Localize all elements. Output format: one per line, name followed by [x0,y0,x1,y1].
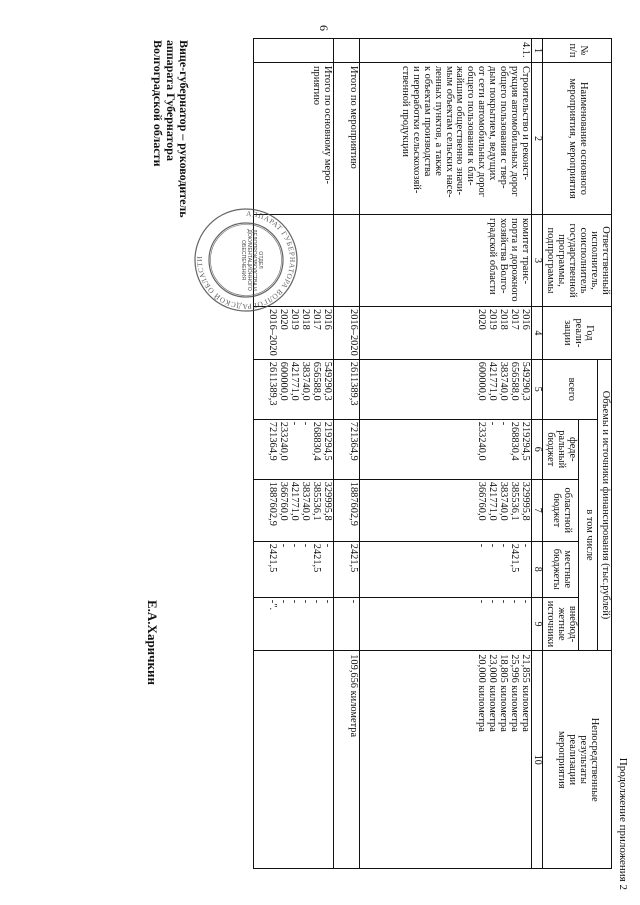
col-number: 7 [531,479,543,541]
row-federal: 219294,5 268830,4 - - 233240,0 721364,9 [253,419,333,479]
row-extra: - - - - - -". [253,597,333,650]
row-years: 2016–2020 [333,307,359,360]
header-results: Непосредственные результаты реализации мероприятия [543,651,612,869]
seal-inner [228,228,262,292]
row-executor: комитет транс- порта и дорожного хозяйства Волго- градской области [359,215,531,307]
financing-table [253,38,612,869]
table-row [333,39,359,869]
seal-inner-text: ОТДЕЛ ДЕЛОПРОИЗВОДСТВА И ДОКУМЕНТАЦИОННОГО ОБЕСПЕЧЕНИЯ [239,229,263,291]
col-number: 5 [531,359,543,419]
col-number: 9 [531,597,543,650]
row-federal: 219294,5 268830,4 - - 233240,0 [359,419,531,479]
row-years: 2016 2017 2018 2019 2020 2016–2020 [253,307,333,360]
header-executor: Ответственный исполнитель, соисполнитель государственной программы, подпрограммы [543,215,612,307]
row-extra: - [333,597,359,650]
header-num: № п/п [543,39,612,63]
row-number [253,39,333,63]
table-row [253,39,333,869]
row-regional: 329995,8 385536,1 383740,0 421771,0 366760,0 1887602,9 [253,479,333,541]
row-number: 4.1. [359,39,531,63]
row-executor [333,215,359,307]
col-number: 2 [531,63,543,215]
table-row [359,39,531,869]
header-in-that: в том числе [579,419,598,650]
row-number [333,39,359,63]
row-total: 2611389,3 [333,359,359,419]
row-extra: - - - - - [359,597,531,650]
row-name: Итого по основному меро- приятию [253,63,333,215]
row-federal: 721364,9 [333,419,359,479]
header-volumes: Объемы и источники финансирования (тыс.рублей) [598,359,612,650]
header-federal: феде- ральный бюджет [543,419,579,479]
col-number: 3 [531,215,543,307]
col-number: 6 [531,419,543,479]
header-local: местные бюджеты [543,541,579,597]
row-name: Итого по мероприятию [333,63,359,215]
row-local: 2421,5 [333,541,359,597]
row-years: 2016 2017 2018 2019 2020 [359,307,531,360]
row-total: 549290,3 656588,0 383740,0 421771,0 600000,0 2611389,3 [253,359,333,419]
row-regional: 1887602,9 [333,479,359,541]
column-number-row [531,39,543,869]
col-number: 4 [531,307,543,360]
seal-outer-text-path: АППАРАТ ГУБЕРНАТОРА ВОЛГОГРАДСКОЙ ОБЛАСТИ [194,208,298,312]
header-name: Наименование основного мероприятия, мероприятия [543,63,612,215]
rotated-document-sheet [10,10,630,895]
row-regional: 329995,8 385536,1 383740,0 421771,0 366760,0 [359,479,531,541]
header-total: всего [543,359,598,419]
appendix-note: Продолжение приложения 2 [617,757,629,890]
row-local: - 2421,5 - - - 2421,5 [253,541,333,597]
col-number: 10 [531,651,543,869]
row-results: 109,656 километра [333,651,359,869]
row-results: 21,855 километра 25,996 километра 18,805 километра 23,000 километра 20,000 километра [359,651,531,869]
page-number: 6 [317,25,331,31]
row-name: Строительство и реконст- рукция автомобильных дорог общего пользования с твер- дым покрытием, ведущих от сети автомобильных дорог общего пользования к бли- жайшим общественно значи- мым объектам сельских насе- ленных пунктов, а также к объектам производства и переработки сельскохозяй- ственной продукции [359,63,531,215]
signer-name: Е.А.Харичкин [145,600,160,685]
official-seal-stamp [192,206,300,314]
signature-block-title: Вице-губернатор – руководитель аппарата Губернатора Волгоградской области [150,40,191,218]
header-year: Год реали- зации [543,307,612,360]
row-results [253,651,333,869]
col-number: 8 [531,541,543,597]
header-regional: областной бюджет [543,479,579,541]
header-extra: внебюд- жетные источники [543,597,579,650]
col-number: 1 [531,39,543,63]
row-total: 549290,3 656588,0 383740,0 421771,0 600000,0 [359,359,531,419]
row-local: - 2421,5 - - - [359,541,531,597]
